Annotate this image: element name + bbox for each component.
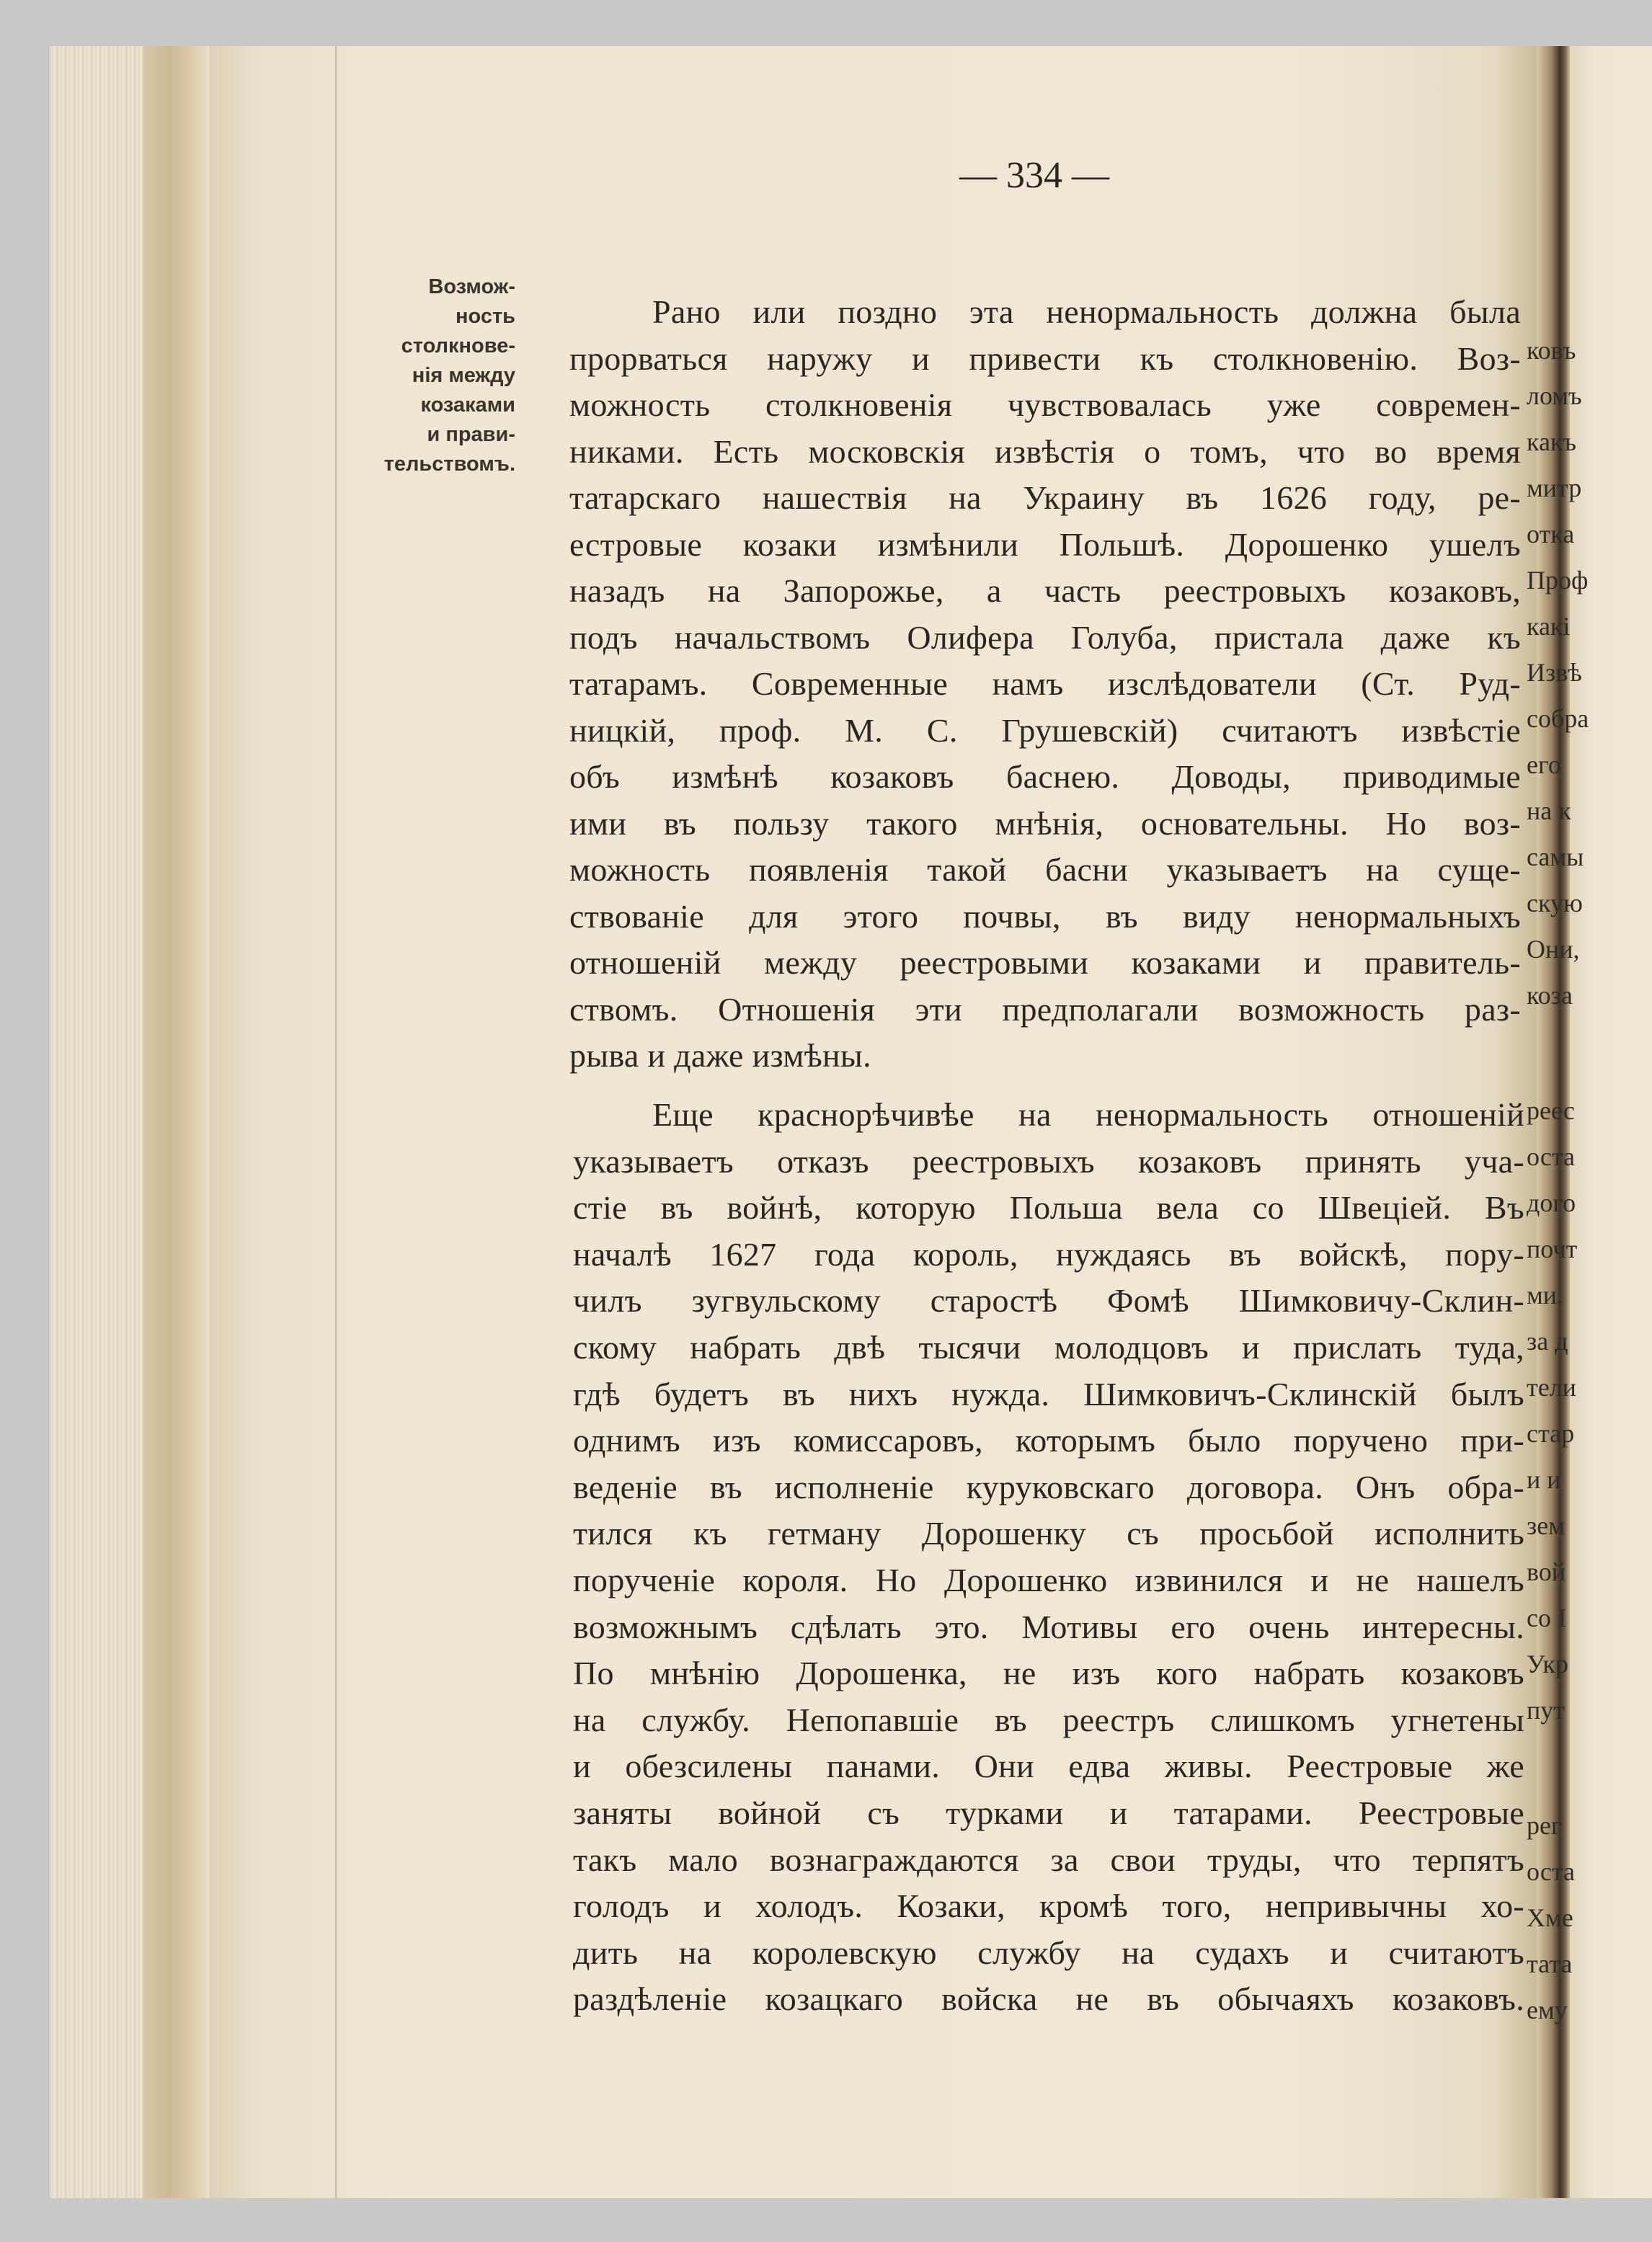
facing-text-fragment: митр	[1527, 473, 1582, 502]
text-line: рыва и даже измѣны.	[569, 1037, 871, 1074]
text-line: естровые козаки измѣнили Польшѣ. Дорошенко ушелъ	[569, 525, 1521, 563]
margin-note-line: тельствомъ.	[383, 453, 515, 476]
facing-text-fragment: его	[1527, 750, 1561, 779]
page-number: — 334 —	[959, 155, 1109, 196]
facing-text-fragment: Они,	[1527, 935, 1580, 964]
text-line: ствомъ. Отношенія эти предполагали возможность раз-	[569, 990, 1521, 1028]
text-line: гдѣ будетъ въ нихъ нужда. Шимковичъ-Склинскій былъ	[573, 1375, 1524, 1413]
text-line: По мнѣнію Дорошенка, не изъ кого набрать козаковъ	[573, 1655, 1524, 1692]
facing-text-fragment: какъ	[1527, 427, 1577, 456]
facing-text-fragment: зем	[1527, 1511, 1565, 1540]
text-line: на службу. Непопавшіе въ реестръ слишкомъ угнетены	[573, 1701, 1524, 1738]
text-line: татарамъ. Современные намъ изслѣдователи (Ст. Руд-	[569, 665, 1521, 702]
facing-text-fragment: вой	[1527, 1557, 1566, 1586]
facing-text-fragment: ломъ	[1527, 381, 1582, 410]
facing-text-fragment: дого	[1527, 1188, 1576, 1217]
text-line: скому набрать двѣ тысячи молодцовъ и прислать туда,	[573, 1329, 1524, 1366]
text-line: дить на королевскую службу на судахъ и считаютъ	[573, 1934, 1524, 1971]
facing-text-fragment: Укр	[1527, 1650, 1568, 1678]
facing-text-fragment: почт	[1527, 1235, 1578, 1263]
text-line: тился къ гетману Дорошенку съ просьбой исполнить	[573, 1515, 1524, 1552]
facing-text-fragment: со І	[1527, 1603, 1566, 1632]
facing-text-fragment: оста	[1527, 1142, 1576, 1171]
facing-text-fragment: и и	[1527, 1465, 1561, 1494]
page-edges-shadow	[143, 46, 208, 2198]
margin-note-line: Возмож-	[428, 275, 515, 298]
text-line: такъ мало вознаграждаются за свои труды, что терпятъ	[573, 1841, 1524, 1878]
text-line: ствованіе для этого почвы, въ виду ненормальныхъ	[569, 897, 1521, 935]
text-line: стіе въ войнѣ, которую Польша вела со Швеціей. Въ	[573, 1189, 1524, 1227]
margin-note-line: столкнове-	[401, 334, 515, 357]
text-line: голодъ и холодъ. Козаки, кромѣ того, непривычны хо-	[573, 1887, 1524, 1925]
margin-note-line: нія между	[412, 364, 515, 387]
text-line: Рано или поздно эта ненормальность должна была	[652, 293, 1521, 330]
margin-note	[335, 272, 515, 479]
text-line: отношеній между реестровыми козаками и правитель-	[569, 944, 1521, 981]
text-line: можность появленія такой басни указываетъ на суще-	[569, 851, 1521, 888]
text-line: назадъ на Запорожье, а часть реестровыхъ козаковъ,	[569, 572, 1521, 609]
text-line: чилъ зугвульскому старостѣ Фомѣ Шимковичу-Склин-	[573, 1282, 1524, 1320]
facing-text-fragment: Хме	[1527, 1903, 1573, 1932]
text-line: началѣ 1627 года король, нуждаясь въ войскѣ, пору-	[573, 1235, 1524, 1273]
facing-text-fragment: ми.	[1527, 1281, 1564, 1309]
text-line: веденіе въ исполненіе куруковскаго договора. Онъ обра-	[573, 1468, 1524, 1505]
facing-text-fragment: самы	[1527, 842, 1584, 871]
margin-note-line: ность	[455, 305, 515, 328]
text-line: никами. Есть московскія извѣстія о томъ, что во время	[569, 432, 1521, 470]
facing-text-fragment: скую	[1527, 889, 1583, 917]
facing-text-fragment: рег	[1527, 1811, 1562, 1840]
text-line: указываетъ отказъ реестровыхъ козаковъ принять уча-	[573, 1142, 1524, 1180]
facing-text-fragment: тата	[1527, 1949, 1573, 1978]
text-line: заняты войной съ турками и татарами. Реестровые	[573, 1794, 1524, 1831]
facing-text-fragment: на к	[1527, 796, 1571, 825]
margin-note-line: козаками	[420, 393, 515, 417]
text-line: раздѣленіе козацкаго войска не въ обычаяхъ козаковъ.	[573, 1980, 1524, 2018]
facing-text-fragment: отка	[1527, 520, 1575, 548]
text-line: можность столкновенія чувствовалась уже современ-	[569, 386, 1521, 423]
facing-text-fragment: стар	[1527, 1419, 1575, 1448]
facing-text-fragment: Проф	[1527, 566, 1589, 595]
facing-text-fragment: реес	[1527, 1096, 1575, 1125]
facing-text-fragment: Извѣ	[1527, 658, 1582, 687]
text-line: ими въ пользу такого мнѣнія, основательны. Но воз-	[569, 804, 1521, 842]
facing-text-fragment: за д	[1527, 1327, 1568, 1356]
text-line: и обезсилены панами. Они едва живы. Реестровые же	[573, 1748, 1524, 1785]
facing-text-fragment: пут	[1527, 1696, 1565, 1725]
text-line: татарскаго нашествія на Украину въ 1626 году, ре-	[569, 479, 1521, 516]
text-line: однимъ изъ комиссаровъ, которымъ было поручено при-	[573, 1422, 1524, 1459]
text-line: прорваться наружу и привести къ столкновенію. Воз-	[569, 339, 1521, 377]
text-line: ницкій, проф. М. С. Грушевскій) считаютъ извѣстіе	[569, 711, 1521, 749]
text-line: Еще краснорѣчивѣе на ненормальность отношеній	[652, 1096, 1524, 1133]
facing-text-fragment: собра	[1527, 704, 1589, 733]
facing-text-fragment: тели	[1527, 1373, 1576, 1402]
facing-text-fragment: ковъ	[1527, 336, 1576, 365]
text-line: возможнымъ сдѣлать это. Мотивы его очень интересны.	[573, 1608, 1524, 1645]
facing-text-fragment: ему	[1527, 1996, 1568, 2024]
margin-note-line: и прави-	[427, 423, 515, 446]
facing-text-fragment: оста	[1527, 1857, 1576, 1886]
facing-page	[1570, 46, 1652, 2198]
facing-text-fragment: какі	[1527, 612, 1571, 641]
text-line: объ измѣнѣ козаковъ баснею. Доводы, приводимые	[569, 758, 1521, 795]
facing-text-fragment: коза	[1527, 981, 1573, 1010]
text-line: порученіе короля. Но Дорошенко извинился и не нашелъ	[573, 1562, 1524, 1598]
text-line: подъ начальствомъ Олифера Голуба, пристала даже къ	[569, 618, 1521, 656]
